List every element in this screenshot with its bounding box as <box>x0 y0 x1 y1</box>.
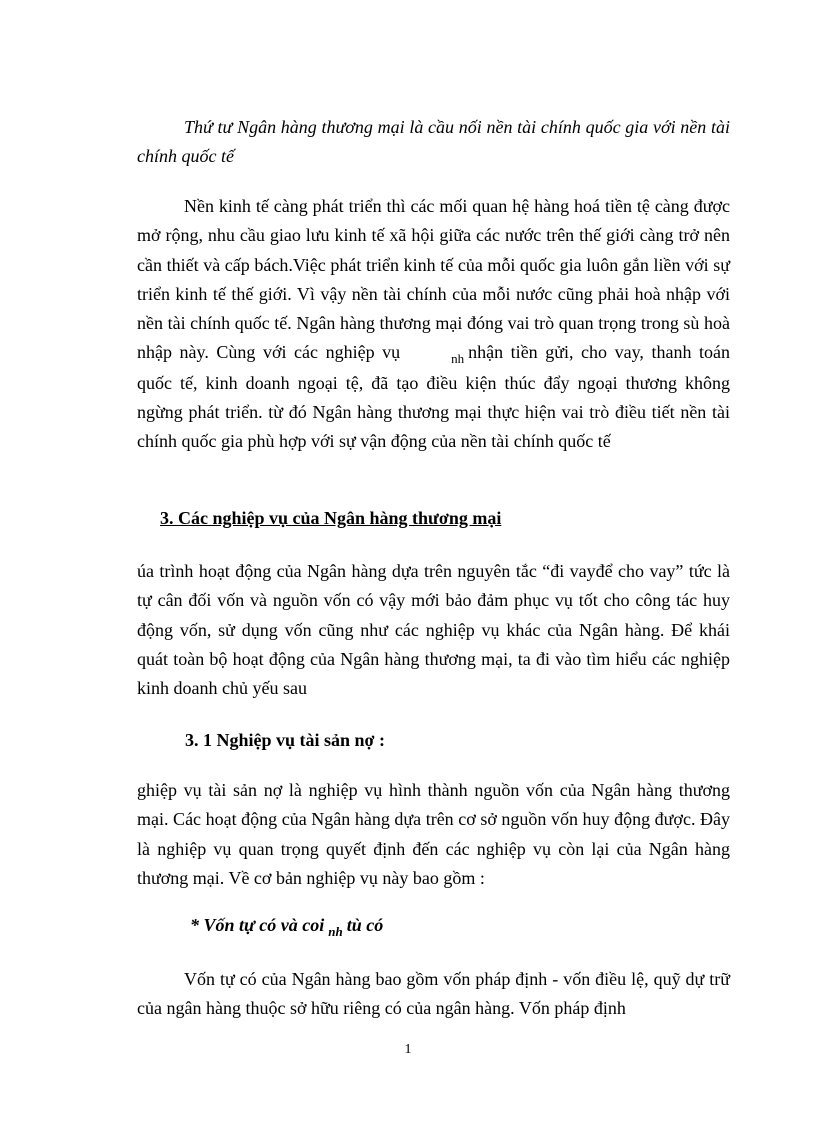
page-number: 1 <box>404 1042 412 1057</box>
paragraph-liabilities <box>137 776 730 893</box>
section-3-heading: 3. Các nghiệp vụ của Ngân hàng thương mại <box>160 508 502 528</box>
section-3-1-heading: 3. 1 Nghiệp vụ tài sản nợ : <box>185 730 386 750</box>
subheading-own-capital <box>190 915 384 939</box>
paragraph-text: úa trình hoạt động của Ngân hàng dựa trên nguyên tắc “đi vayđể cho vay” tức là tự cân đối vốn và nguồn vốn có vậy mới bảo đảm phục vụ tốt cho công tác huy động vốn, sử dụng vốn cũng như các nghiệp vụ khác của Ngân hàng. Để khái quát toàn bộ hoạt động của Ngân hàng thương mại, ta đi vào tìm hiểu các nghiệp kinh doanh chủ yếu sau <box>137 561 730 699</box>
subheading-text: * Vốn tự có và coi <box>190 915 325 935</box>
paragraph-operations <box>137 557 730 703</box>
paragraph-own-capital <box>137 965 730 1024</box>
text-artifact: nh <box>451 351 465 367</box>
subheading-text: tù có <box>346 915 384 935</box>
paragraph-text: nhận tiền gửi, cho vay, thanh toán quốc tế, kinh doanh ngoại tệ, đã tạo điều kiện thúc đẩy ngoại thương không ngừng phát triển. từ đó Ngân hàng thương mại thực hiện vai trò điều tiết nền tài chính quốc gia phù hợp với sự vận động của nền tài chính quốc tế <box>137 342 731 452</box>
paragraph-text: Thứ tư Ngân hàng thương mại là cầu nối nền tài chính quốc gia với nền tài chính quốc tế <box>137 117 730 167</box>
paragraph-economy <box>137 192 730 457</box>
paragraph-text: Nền kinh tế càng phát triển thì các mối quan hệ hàng hoá tiền tệ càng được mở rộng, nhu cầu giao lưu kinh tế xã hội giữa các nước trên thế giới càng trở nên cần thiết và cấp bách.Việc phát triển kinh tế của mỗi quốc gia luôn gắn liền với sự triển kinh tế thế giới. Vì vậy nền tài chính của mỗi nước cũng phải hoà nhập với nền tài chính quốc tế. Ngân hàng thương mại đóng vai trò quan trọng trong sù hoà nhập này. Cùng với các nghiệp vụ <box>137 196 730 363</box>
paragraph-role-four <box>137 113 730 172</box>
paragraph-text: Vốn tự có của Ngân hàng bao gồm vốn pháp định - vốn điều lệ, quỹ dự trữ của ngân hàng thuộc sở hữu riêng có của ngân hàng. Vốn pháp định <box>137 969 730 1019</box>
text-artifact: nh <box>328 924 343 939</box>
paragraph-text: ghiệp vụ tài sản nợ là nghiệp vụ hình thành nguồn vốn của Ngân hàng thương mại. Các hoạt động của Ngân hàng dựa trên cơ sở nguồn vốn huy động được. Đây là nghiệp vụ quan trọng quyết định đến các nghiệp vụ còn lại của Ngân hàng thương mại. Về cơ bản nghiệp vụ này bao gồm : <box>137 780 730 888</box>
